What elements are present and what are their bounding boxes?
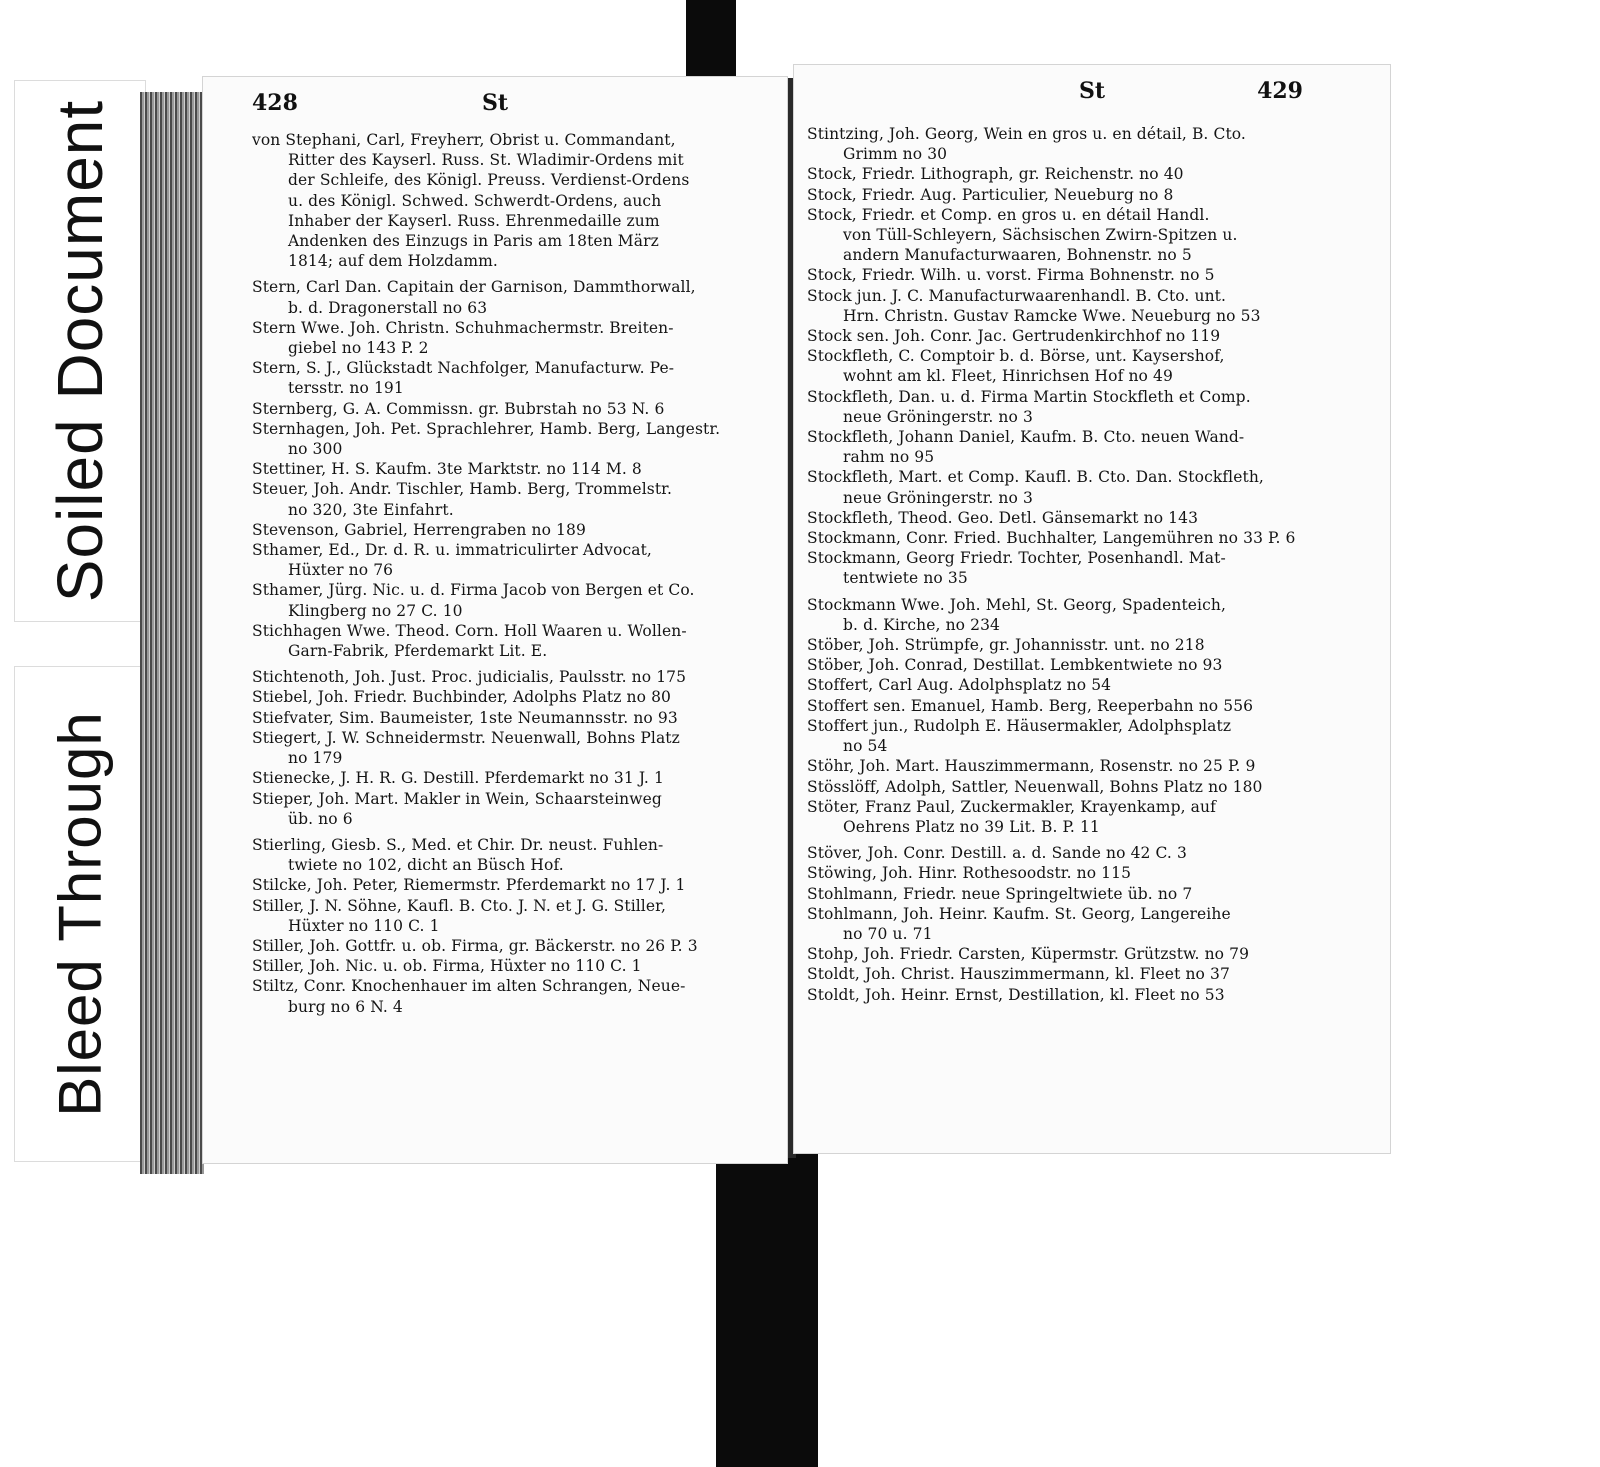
entry-line: Sthamer, Jürg. Nic. u. d. Firma Jacob von Bergen et Co. [252, 581, 695, 600]
entry-line: Garn-Fabrik, Pferdemarkt Lit. E. [288, 642, 548, 661]
directory-entry [252, 976, 774, 1016]
entry-line: no 70 u. 71 [843, 924, 933, 943]
left-page [202, 76, 788, 1164]
entry-line: wohnt am kl. Fleet, Hinrichsen Hof no 49 [843, 367, 1173, 386]
entry-line: Stiltz, Conr. Knochenhauer im alten Schrangen, Neue- [252, 977, 686, 996]
entry-line: burg no 6 N. 4 [288, 997, 403, 1016]
right-page-heading: St [1078, 78, 1106, 104]
directory-entry [807, 696, 1369, 716]
entry-line: Inhaber der Kayserl. Russ. Ehrenmedaille zum [288, 211, 660, 230]
entry-line: Stockfleth, C. Comptoir b. d. Börse, unt. Kaysershof, [807, 347, 1225, 366]
entry-line: Stern, Carl Dan. Capitain der Garnison, Dammthorwall, [252, 278, 696, 297]
entry-line: Ritter des Kayserl. Russ. St. Wladimir-Ordens mit [288, 151, 684, 170]
entry-line: andern Manufacturwaaren, Bohnenstr. no 5 [843, 246, 1192, 265]
entry-line: Stöber, Joh. Conrad, Destillat. Lembkentwiete no 93 [807, 656, 1223, 675]
page-edges [140, 92, 204, 1174]
directory-entry [252, 459, 774, 479]
entry-line: giebel no 143 P. 2 [288, 339, 429, 358]
entry-line: Stockfleth, Mart. et Comp. Kaufl. B. Cto. Dan. Stockfleth, [807, 468, 1264, 487]
entry-line: Stiller, Joh. Nic. u. ob. Firma, Hüxter no 110 C. 1 [252, 957, 642, 976]
entry-line: Stoffert jun., Rudolph E. Häusermakler, Adolphsplatz [807, 716, 1232, 735]
entry-line: no 179 [288, 749, 343, 768]
right-page-header [793, 78, 1391, 112]
entry-line: Stock, Friedr. Wilh. u. vorst. Firma Bohnenstr. no 5 [807, 266, 1215, 285]
directory-entry [807, 467, 1369, 507]
directory-entry [252, 896, 774, 936]
entry-line: Stichhagen Wwe. Theod. Corn. Holl Waaren u. Wollen- [252, 621, 687, 640]
directory-entry [252, 318, 774, 358]
directory-entry [807, 265, 1369, 285]
directory-entry [807, 756, 1369, 776]
entry-line: no 300 [288, 440, 343, 459]
entry-line: Stienecke, J. H. R. G. Destill. Pferdemarkt no 31 J. 1 [252, 769, 664, 788]
directory-entry [807, 655, 1369, 675]
left-page-heading: St [481, 90, 509, 116]
directory-entry [252, 875, 774, 895]
entry-line: Stohlmann, Friedr. neue Springeltwiete üb. no 7 [807, 884, 1193, 903]
entry-line: neue Gröningerstr. no 3 [843, 407, 1033, 426]
entry-line: Klingberg no 27 C. 10 [288, 601, 463, 620]
entry-line: von Tüll-Schleyern, Sächsischen Zwirn-Spitzen u. [843, 226, 1238, 245]
directory-entry [807, 346, 1369, 386]
entry-line: no 320, 3te Einfahrt. [288, 500, 454, 519]
entry-line: Stöver, Joh. Conr. Destill. a. d. Sande no 42 C. 3 [807, 844, 1187, 863]
soiled-document-tab [14, 80, 146, 622]
entry-line: Stilcke, Joh. Peter, Riemermstr. Pferdemarkt no 17 J. 1 [252, 876, 686, 895]
entry-line: u. des Königl. Schwed. Schwerdt-Ordens, auch [288, 191, 662, 210]
entry-line: Stiller, J. N. Söhne, Kaufl. B. Cto. J. N. et J. G. Stiller, [252, 896, 666, 915]
entry-line: Stöber, Joh. Strümpfe, gr. Johannisstr. unt. no 218 [807, 636, 1205, 655]
right-page [793, 64, 1391, 1154]
directory-entry [252, 687, 774, 707]
left-page-header [202, 90, 788, 124]
entry-line: der Schleife, des Königl. Preuss. Verdienst-Ordens [288, 171, 690, 190]
directory-entry [252, 130, 774, 271]
directory-entry [807, 286, 1369, 326]
directory-entry [252, 728, 774, 768]
directory-entry [807, 675, 1369, 695]
right-entry-list [807, 124, 1369, 1005]
directory-entry [252, 358, 774, 398]
entry-line: Stiebel, Joh. Friedr. Buchbinder, Adolphs Platz no 80 [252, 688, 672, 707]
directory-entry [807, 884, 1369, 904]
entry-line: Stock sen. Joh. Conr. Jac. Gertrudenkirchhof no 119 [807, 327, 1221, 346]
directory-entry [807, 985, 1369, 1005]
directory-entry [252, 399, 774, 419]
entry-line: Stockfleth, Theod. Geo. Detl. Gänsemarkt no 143 [807, 508, 1199, 527]
entry-line: 1814; auf dem Holzdamm. [288, 252, 498, 271]
entry-line: Andenken des Einzugs in Paris am 18ten März [288, 232, 659, 251]
entry-line: Stern Wwe. Joh. Christn. Schuhmachermstr. Breiten- [252, 318, 674, 337]
directory-entry [807, 124, 1369, 164]
entry-line: Grimm no 30 [843, 145, 948, 164]
entry-line: Hüxter no 76 [288, 561, 394, 580]
directory-entry [807, 863, 1369, 883]
directory-entry [807, 528, 1369, 548]
directory-entry [252, 540, 774, 580]
directory-entry [807, 904, 1369, 944]
bleed-through-label: Bleed Through [46, 711, 114, 1117]
entry-line: Stockmann, Georg Friedr. Tochter, Posenhandl. Mat- [807, 549, 1226, 568]
directory-entry [807, 716, 1369, 756]
directory-entry [252, 667, 774, 687]
directory-entry [252, 277, 774, 317]
entry-line: Stock jun. J. C. Manufacturwaarenhandl. B. Cto. unt. [807, 286, 1227, 305]
left-entry-list [252, 130, 774, 1017]
entry-line: Stichtenoth, Joh. Just. Proc. judicialis, Paulsstr. no 175 [252, 668, 687, 687]
entry-line: Stoffert, Carl Aug. Adolphsplatz no 54 [807, 676, 1112, 695]
directory-entry [252, 789, 774, 829]
directory-entry [252, 708, 774, 728]
directory-entry [807, 843, 1369, 863]
entry-line: Stoffert sen. Emanuel, Hamb. Berg, Reeperbahn no 556 [807, 696, 1254, 715]
binding-strap-bottom [716, 1152, 864, 1467]
entry-line: b. d. Dragonerstall no 63 [288, 298, 488, 317]
entry-line: Hrn. Christn. Gustav Ramcke Wwe. Neueburg no 53 [843, 306, 1261, 325]
entry-line: Stern, S. J., Glückstadt Nachfolger, Manufacturw. Pe- [252, 359, 675, 378]
soiled-document-label: Soiled Document [44, 99, 116, 603]
directory-entry [252, 580, 774, 620]
entry-line: tentwiete no 35 [843, 569, 968, 588]
directory-entry [252, 479, 774, 519]
entry-line: Stohp, Joh. Friedr. Carsten, Küpermstr. Grützstw. no 79 [807, 945, 1250, 964]
directory-entry [807, 205, 1369, 266]
right-page-number: 429 [1257, 78, 1303, 104]
entry-line: tersstr. no 191 [288, 379, 404, 398]
left-page-number: 428 [252, 90, 298, 116]
entry-line: Hüxter no 110 C. 1 [288, 916, 440, 935]
directory-entry [807, 427, 1369, 467]
directory-entry [252, 835, 774, 875]
entry-line: Stohlmann, Joh. Heinr. Kaufm. St. Georg, Langereihe [807, 904, 1231, 923]
entry-line: Stockmann, Conr. Fried. Buchhalter, Langemühren no 33 P. 6 [807, 529, 1296, 548]
entry-line: Stöhr, Joh. Mart. Hauszimmermann, Rosenstr. no 25 P. 9 [807, 757, 1256, 776]
directory-entry [807, 797, 1369, 837]
directory-entry [807, 944, 1369, 964]
entry-line: Oehrens Platz no 39 Lit. B. P. 11 [843, 817, 1100, 836]
directory-entry [807, 185, 1369, 205]
entry-line: Steuer, Joh. Andr. Tischler, Hamb. Berg, Trommelstr. [252, 480, 672, 499]
entry-line: Stöter, Franz Paul, Zuckermakler, Krayenkamp, auf [807, 797, 1216, 816]
entry-line: Stierling, Giesb. S., Med. et Chir. Dr. neust. Fuhlen- [252, 835, 664, 854]
entry-line: Stock, Friedr. Lithograph, gr. Reichenstr. no 40 [807, 165, 1184, 184]
directory-entry [807, 164, 1369, 184]
directory-entry [807, 548, 1369, 588]
directory-entry [807, 964, 1369, 984]
entry-line: rahm no 95 [843, 448, 935, 467]
entry-line: Stoldt, Joh. Heinr. Ernst, Destillation, kl. Fleet no 53 [807, 985, 1225, 1004]
directory-entry [252, 621, 774, 661]
entry-line: no 54 [843, 737, 888, 756]
directory-entry [807, 387, 1369, 427]
entry-line: Stockfleth, Johann Daniel, Kaufm. B. Cto. neuen Wand- [807, 428, 1245, 447]
entry-line: neue Gröningerstr. no 3 [843, 488, 1033, 507]
entry-line: Stiefvater, Sim. Baumeister, 1ste Neumannsstr. no 93 [252, 708, 678, 727]
entry-line: b. d. Kirche, no 234 [843, 615, 1001, 634]
entry-line: Stevenson, Gabriel, Herrengraben no 189 [252, 520, 586, 539]
entry-line: Stiegert, J. W. Schneidermstr. Neuenwall, Bohns Platz [252, 728, 680, 747]
directory-entry [252, 936, 774, 956]
entry-line: Stöwing, Joh. Hinr. Rothesoodstr. no 115 [807, 864, 1132, 883]
directory-entry [252, 768, 774, 788]
entry-line: Stockmann Wwe. Joh. Mehl, St. Georg, Spadenteich, [807, 595, 1227, 614]
entry-line: von Stephani, Carl, Freyherr, Obrist u. Commandant, [252, 131, 676, 149]
directory-entry [807, 326, 1369, 346]
entry-line: Stösslöff, Adolph, Sattler, Neuenwall, Bohns Platz no 180 [807, 777, 1263, 796]
entry-line: Stoldt, Joh. Christ. Hauszimmermann, kl. Fleet no 37 [807, 965, 1230, 984]
entry-line: üb. no 6 [288, 809, 353, 828]
bleed-through-tab [14, 666, 146, 1162]
entry-line: Stiller, Joh. Gottfr. u. ob. Firma, gr. Bäckerstr. no 26 P. 3 [252, 936, 698, 955]
entry-line: Sthamer, Ed., Dr. d. R. u. immatriculirter Advocat, [252, 541, 652, 560]
directory-entry [807, 635, 1369, 655]
entry-line: Stock, Friedr. Aug. Particulier, Neueburg no 8 [807, 185, 1174, 204]
entry-line: twiete no 102, dicht an Büsch Hof. [288, 856, 564, 875]
entry-line: Stockfleth, Dan. u. d. Firma Martin Stockfleth et Comp. [807, 387, 1251, 406]
entry-line: Sternberg, G. A. Commissn. gr. Bubrstah no 53 N. 6 [252, 399, 665, 418]
entry-line: Stieper, Joh. Mart. Makler in Wein, Schaarsteinweg [252, 789, 662, 808]
entry-line: Stettiner, H. S. Kaufm. 3te Marktstr. no 114 M. 8 [252, 460, 642, 479]
directory-entry [807, 508, 1369, 528]
directory-entry [252, 520, 774, 540]
directory-entry [252, 419, 774, 459]
entry-line: Stintzing, Joh. Georg, Wein en gros u. en détail, B. Cto. [807, 125, 1246, 143]
directory-entry [252, 956, 774, 976]
directory-entry [807, 777, 1369, 797]
entry-line: Stock, Friedr. et Comp. en gros u. en détail Handl. [807, 205, 1210, 224]
entry-line: Sternhagen, Joh. Pet. Sprachlehrer, Hamb. Berg, Langestr. [252, 419, 721, 438]
directory-entry [807, 595, 1369, 635]
